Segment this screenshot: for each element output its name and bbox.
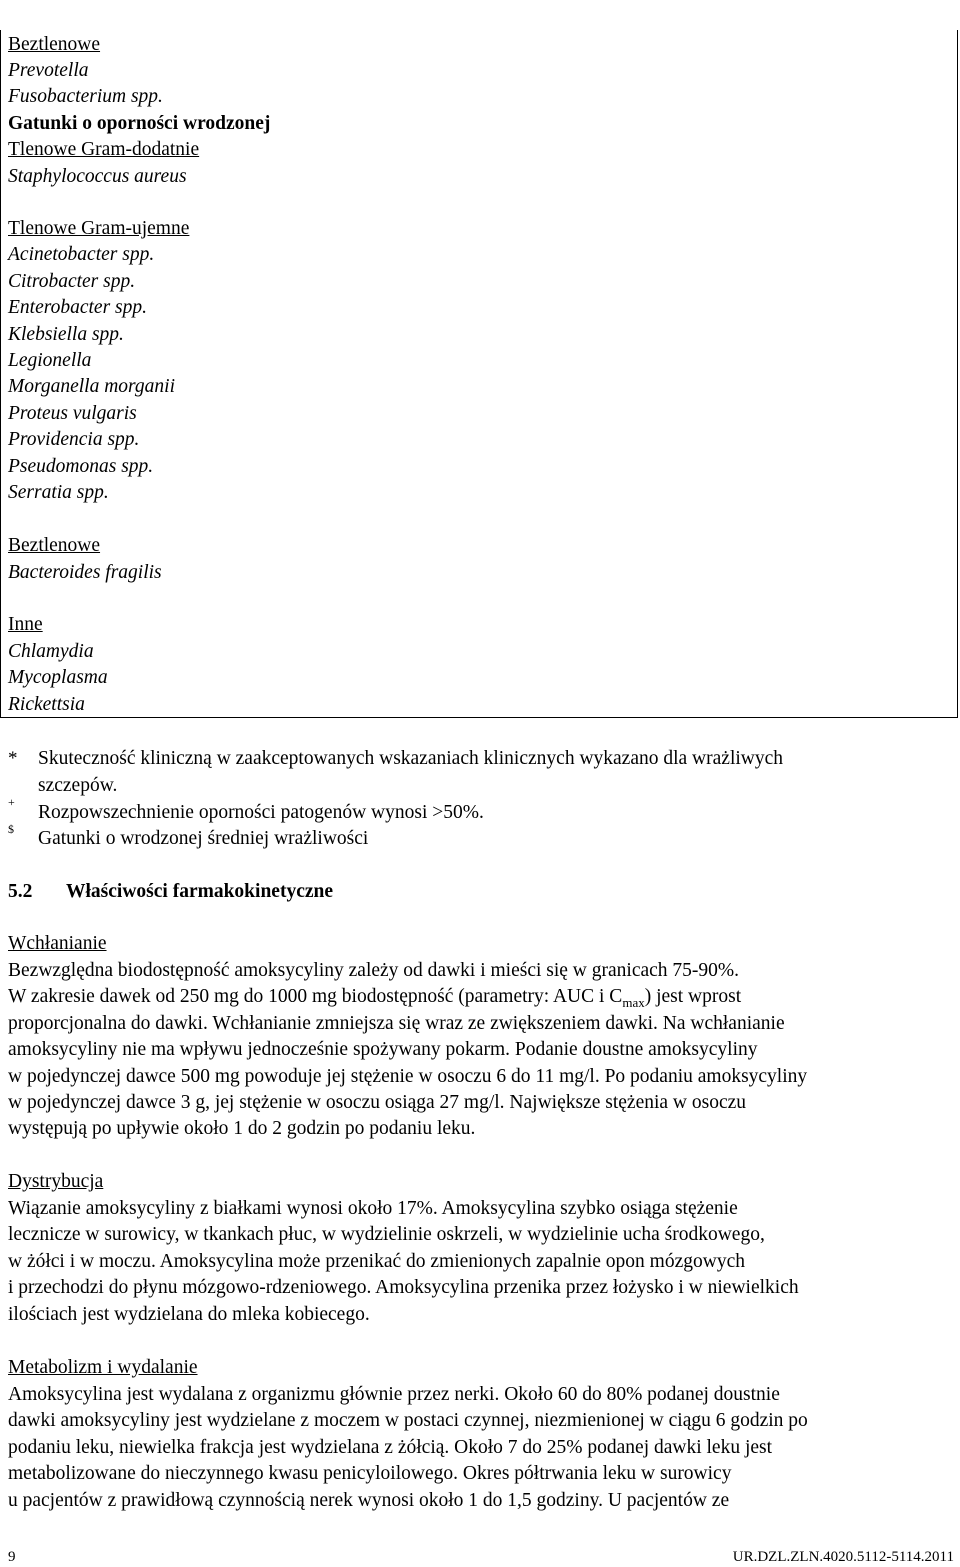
- table-group-heading: Tlenowe Gram-ujemne: [8, 218, 190, 239]
- table-species-name: Staphylococcus aureus: [8, 166, 187, 187]
- paragraph-metabolism: [8, 1382, 808, 1514]
- footnote-text: szczepów.: [38, 775, 118, 796]
- paragraph-line: w pojedynczej dawce 3 g, jej stężenie w osoczu osiąga 27 mg/l. Największe stężenia w osoczu: [8, 1092, 747, 1114]
- table-species-name: Prevotella: [8, 60, 89, 81]
- table-species-name: Enterobacter spp.: [8, 297, 148, 318]
- table-species-name: Pseudomonas spp.: [8, 456, 154, 477]
- table-species-name: Morganella morganii: [8, 376, 176, 397]
- footnote-mark-plus: +: [8, 795, 15, 809]
- table-species-name: Mycoplasma: [8, 667, 108, 688]
- paragraph-line: dawki amoksycyliny jest wydzielane z moczem w postaci czynnej, niezmienionej w ciągu 6 godzin po: [8, 1410, 808, 1432]
- footnote-mark-asterisk: *: [8, 748, 18, 769]
- paragraph-distribution: [8, 1196, 799, 1328]
- paragraph-line: w żółci i w moczu. Amoksycylina może przenikać do zmienionych zapalnie opon mózgowych: [8, 1250, 745, 1272]
- table-species-name: Fusobacterium spp.: [8, 86, 163, 107]
- paragraph-line: lecznicze w surowicy, w tkankach płuc, w wydzielinie oskrzeli, w wydzielinie ucha środkowego,: [8, 1224, 765, 1246]
- subheading-absorption: Wchłanianie: [8, 933, 107, 954]
- table-species-name: Klebsiella spp.: [8, 324, 124, 345]
- table-group-heading: Tlenowe Gram-dodatnie: [8, 139, 200, 160]
- paragraph-line: W zakresie dawek od 250 mg do 1000 mg biodostępność (parametry: AUC i $C_{max}$) jest wprost: [8, 986, 742, 1011]
- paragraph-line: Amoksycylina jest wydalana z organizmu głównie przez nerki. Około 60 do 80% podanej doustnie: [8, 1384, 780, 1405]
- paragraph-line: u pacjentów z prawidłową czynnością nerek wynosi około 1 do 1,5 godziny. U pacjentów ze: [8, 1489, 730, 1511]
- document-code: UR.DZL.ZLN.4020.5112-5114.2011: [732, 1549, 954, 1565]
- footnote-mark-dollar: $: [8, 822, 14, 836]
- paragraph-line: Bezwzględna biodostępność amoksycyliny zależy od dawki i mieści się w granicach 75-90%.: [8, 960, 740, 981]
- table-species-name: Bacteroides fragilis: [8, 562, 162, 583]
- paragraph-line: występują po upływie około 1 do 2 godzin po podaniu leku.: [8, 1118, 476, 1140]
- section-heading: [8, 879, 333, 905]
- paragraph-line: Wiązanie amoksycyliny z białkami wynosi około 17%. Amoksycylina szybko osiąga stężenie: [8, 1198, 738, 1219]
- table-species-name: Citrobacter spp.: [8, 271, 136, 292]
- table-species-name: Chlamydia: [8, 641, 94, 662]
- table-group-heading: Beztlenowe: [8, 34, 101, 55]
- table-species-name: Rickettsia: [8, 694, 85, 715]
- table-group-heading: Inne: [8, 614, 43, 635]
- table-species-name: Serratia spp.: [8, 482, 109, 503]
- table-category-heading: Gatunki o oporności wrodzonej: [8, 113, 271, 134]
- subscript-max: max: [622, 995, 645, 1011]
- table-species-name: Acinetobacter spp.: [8, 244, 155, 265]
- paragraph-line: podaniu leku, niewielka frakcja jest wydzielana z żółcią. Około 7 do 25% podanej dawki leku jest: [8, 1436, 773, 1458]
- table-species-name: Providencia spp.: [8, 429, 140, 450]
- table-species-name: Proteus vulgaris: [8, 403, 137, 424]
- page-number: 9: [8, 1549, 16, 1565]
- subheading-metabolism: Metabolizm i wydalanie: [8, 1357, 198, 1378]
- section-number: 5.2: [8, 881, 33, 902]
- footnote-text: Rozpowszechnienie oporności patogenów wynosi >50%.: [38, 802, 484, 823]
- table-group-heading: Beztlenowe: [8, 535, 101, 556]
- section-title: Właściwości farmakokinetyczne: [66, 881, 334, 902]
- footnote-text: Gatunki o wrodzonej średniej wrażliwości: [38, 828, 369, 849]
- paragraph-line: metabolizowane do nieczynnego kwasu penicyloilowego. Okres półtrwania leku w surowicy: [8, 1463, 732, 1485]
- paragraph-line: ilościach jest wydzielana do mleka kobiecego.: [8, 1303, 370, 1325]
- footnote-text: Skuteczność kliniczną w zaakceptowanych wskazaniach klinicznych wykazano dla wrażliwych: [38, 748, 784, 769]
- paragraph-line: w pojedynczej dawce 500 mg powoduje jej stężenie w osoczu 6 do 11 mg/l. Po podaniu amoksycyliny: [8, 1065, 808, 1087]
- table-species-name: Legionella: [8, 350, 92, 371]
- paragraph-line: proporcjonalna do dawki. Wchłanianie zmniejsza się wraz ze zwiększeniem dawki. Na wchłanianie: [8, 1012, 785, 1034]
- paragraph-line: amoksycyliny nie ma wpływu jednocześnie spożywany pokarm. Podanie doustne amoksycyliny: [8, 1039, 758, 1061]
- subheading-distribution: Dystrybucja: [8, 1171, 104, 1192]
- paragraph-line: i przechodzi do płynu mózgowo-rdzeniowego. Amoksycylina przenika przez łożysko i w niewielkich: [8, 1277, 799, 1299]
- paragraph-absorption: [8, 958, 807, 1143]
